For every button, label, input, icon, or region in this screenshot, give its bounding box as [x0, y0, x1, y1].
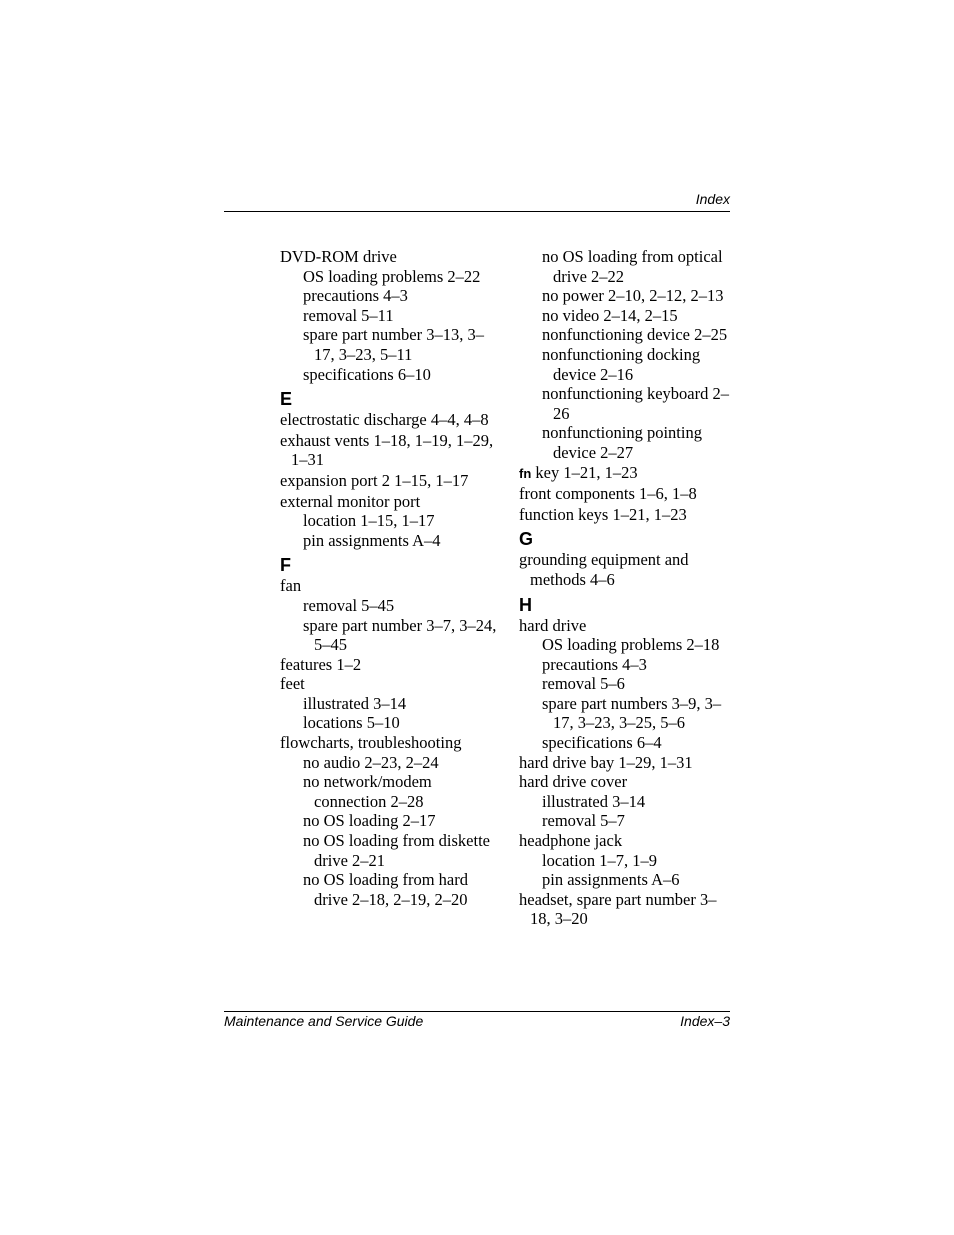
index-subentry: location 1–15, 1–17 — [303, 511, 435, 531]
index-entry: external monitor port — [280, 491, 421, 511]
index-entry: function keys 1–21, 1–23 — [519, 504, 687, 524]
index-subentry: no audio 2–23, 2–24 — [303, 752, 439, 772]
index-entry: exhaust vents 1–18, 1–19, 1–29, 1–31 — [280, 430, 494, 470]
index-entry-fn-key — [519, 463, 734, 484]
index-subentry: spare part number 3–13, 3–17, 3–23, 5–11 — [303, 325, 484, 364]
index-entry: feet — [280, 674, 305, 694]
index-subentry: illustrated 3–14 — [542, 791, 646, 811]
index-entry: features 1–2 — [280, 654, 362, 674]
index-subentry: removal 5–7 — [542, 811, 625, 831]
footer-title: Maintenance and Service Guide — [224, 1013, 424, 1029]
index-subentry: specifications 6–10 — [303, 364, 431, 384]
header-rule — [224, 211, 730, 212]
index-entry: expansion port 2 1–15, 1–17 — [280, 470, 469, 490]
fn-key-label: fn — [519, 465, 532, 481]
index-subentry: no OS loading 2–17 — [303, 811, 436, 831]
index-column-right — [519, 247, 734, 929]
index-entry: fan — [280, 576, 302, 596]
index-subentry: spare part numbers 3–9, 3–17, 3–23, 3–25, 5–6 — [542, 693, 722, 733]
index-subentry: nonfunctioning keyboard 2–26 — [542, 384, 729, 423]
index-subentry: precautions 4–3 — [303, 286, 408, 306]
index-subentry: precautions 4–3 — [542, 654, 647, 674]
index-subentry: pin assignments A–4 — [303, 530, 441, 550]
index-entry: grounding equipment and methods 4–6 — [519, 550, 689, 589]
index-entry: headphone jack — [519, 831, 623, 851]
index-subentry: removal 5–11 — [303, 305, 394, 325]
index-subentry: no OS loading from hard drive 2–18, 2–19, 2–20 — [303, 870, 468, 909]
index-subentry: no OS loading from diskette drive 2–21 — [303, 831, 490, 870]
index-entry: headset, spare part number 3–18, 3–20 — [519, 889, 717, 929]
index-subentry: nonfunctioning docking device 2–16 — [542, 344, 701, 384]
index-entry: flowcharts, troubleshooting — [280, 733, 462, 753]
index-subentry: location 1–7, 1–9 — [542, 850, 658, 870]
section-letter-e: E — [280, 389, 293, 410]
index-subentry: OS loading problems 2–22 — [303, 266, 481, 286]
index-entry: hard drive — [519, 615, 587, 635]
section-letter-f: F — [280, 555, 291, 576]
index-entry: hard drive bay 1–29, 1–31 — [519, 752, 693, 772]
index-entry: hard drive cover — [519, 772, 628, 792]
index-subentry: nonfunctioning device 2–25 — [542, 325, 728, 345]
index-subentry: specifications 6–4 — [542, 733, 662, 753]
running-header: Index — [695, 191, 730, 207]
index-subentry: pin assignments A–6 — [542, 870, 680, 890]
index-subentry: no video 2–14, 2–15 — [542, 305, 678, 325]
footer-rule — [224, 1011, 730, 1012]
index-subentry: no power 2–10, 2–12, 2–13 — [542, 286, 724, 306]
index-entry: front components 1–6, 1–8 — [519, 484, 697, 504]
index-entry: electrostatic discharge 4–4, 4–8 — [280, 410, 489, 430]
section-letter-h: H — [519, 594, 532, 615]
page-number: Index–3 — [680, 1013, 730, 1029]
fn-key-text: key 1–21, 1–23 — [531, 462, 638, 482]
index-subentry: removal 5–6 — [542, 674, 625, 694]
index-subentry: locations 5–10 — [303, 713, 400, 733]
index-subentry: spare part number 3–7, 3–24, 5–45 — [303, 615, 497, 655]
index-entry: DVD-ROM drive — [280, 247, 397, 266]
index-subentry: illustrated 3–14 — [303, 693, 407, 713]
section-letter-g: G — [519, 529, 534, 550]
index-subentry: no network/modem connection 2–28 — [303, 772, 432, 811]
index-subentry: nonfunctioning pointing device 2–27 — [542, 423, 702, 462]
index-subentry: OS loading problems 2–18 — [542, 635, 720, 655]
index-subentry: no OS loading from optical drive 2–22 — [542, 247, 723, 286]
index-subentry: removal 5–45 — [303, 595, 395, 615]
index-column-left — [280, 247, 500, 909]
